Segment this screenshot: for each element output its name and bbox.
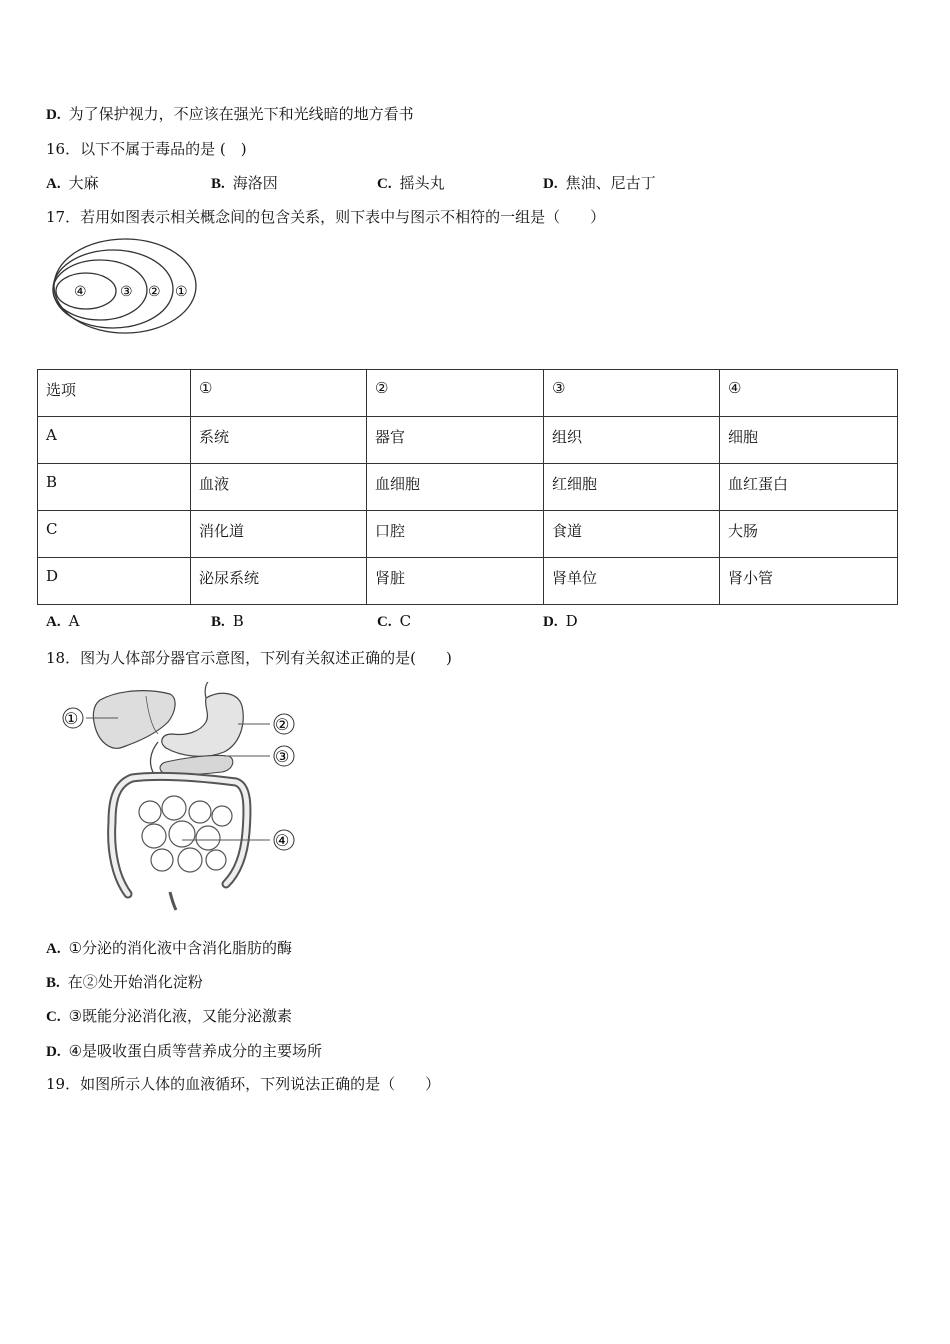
option-label: A. [46, 941, 61, 957]
organ-label-1: ① [64, 709, 79, 728]
q16-options [46, 172, 806, 192]
option-label: A. [46, 614, 61, 630]
table-cell: 血液 [191, 464, 367, 511]
option-text: B [232, 612, 244, 630]
intestine-coil [196, 826, 220, 850]
table-cell: ① [191, 370, 367, 417]
option-label: D. [543, 176, 558, 192]
q17-option-c [377, 612, 411, 631]
q18-option-d [46, 1040, 322, 1061]
table-cell: D [38, 558, 191, 605]
option-text: D [565, 612, 578, 630]
table-cell: 食道 [544, 511, 720, 558]
intestine-coil [139, 801, 161, 823]
q17-table [37, 369, 898, 605]
q18-option-b [46, 971, 203, 992]
table-cell: 血细胞 [367, 464, 544, 511]
table-row [38, 464, 898, 511]
q16-option-b [211, 172, 278, 193]
option-label: A. [46, 176, 61, 192]
table-row [38, 558, 898, 605]
diagram-label-3: ③ [120, 284, 133, 300]
table-cell: 泌尿系统 [191, 558, 367, 605]
option-text: ③既能分泌消化液，又能分泌激素 [68, 1007, 293, 1025]
q19-stem: 19．如图所示人体的血液循环，下列说法正确的是（ ） [46, 1075, 441, 1093]
option-label: B. [46, 975, 60, 991]
table-cell: 红细胞 [544, 464, 720, 511]
table-cell: 细胞 [720, 417, 898, 464]
table-cell: 口腔 [367, 511, 544, 558]
small-intestine-coils [139, 796, 232, 872]
q16-option-a [46, 172, 99, 193]
diagram-label-2: ② [148, 284, 161, 300]
option-text: ④是吸收蛋白质等营养成分的主要场所 [68, 1042, 323, 1060]
digestive-system-diagram [58, 682, 308, 912]
organ-label-2: ② [275, 715, 290, 734]
intestine-coil [142, 824, 166, 848]
option-label: D. [543, 614, 558, 630]
q18-stem: 18．图为人体部分器官示意图，下列有关叙述正确的是( ) [46, 649, 452, 667]
table-cell: 大肠 [720, 511, 898, 558]
option-text: 摇头丸 [399, 174, 445, 192]
intestine-coil [151, 849, 173, 871]
table-cell: ③ [544, 370, 720, 417]
table-cell: 器官 [367, 417, 544, 464]
nested-ellipses-diagram [52, 236, 202, 336]
table-row [38, 511, 898, 558]
table-cell: 血红蛋白 [720, 464, 898, 511]
intestine-coil [212, 806, 232, 826]
ellipse-3 [53, 260, 147, 320]
option-label: C. [377, 614, 392, 630]
q17-option-d [543, 612, 578, 631]
table-cell: 肾小管 [720, 558, 898, 605]
option-text: 焦油、尼古丁 [565, 174, 656, 192]
table-cell: 系统 [191, 417, 367, 464]
q17-option-b [211, 612, 244, 631]
intestine-coil [162, 796, 186, 820]
rectum-line [170, 892, 176, 910]
intestine-coil [169, 821, 195, 847]
option-text: 海洛因 [232, 174, 278, 192]
option-text: 大麻 [68, 174, 99, 192]
table-cell: 消化道 [191, 511, 367, 558]
q16-option-c [377, 172, 445, 193]
table-header-row [38, 370, 898, 417]
intestine-coil [206, 850, 226, 870]
table-cell: 组织 [544, 417, 720, 464]
table-row [38, 417, 898, 464]
option-label: C. [46, 1009, 61, 1025]
table-cell: C [38, 511, 191, 558]
q17-options [46, 612, 806, 632]
option-label: D. [46, 107, 61, 123]
table-cell: 肾脏 [367, 558, 544, 605]
esophagus-line [205, 682, 208, 698]
option-label: B. [211, 176, 225, 192]
intestine-coil [178, 848, 202, 872]
q18-option-a [46, 937, 292, 958]
table-cell: B [38, 464, 191, 511]
option-label: D. [46, 1044, 61, 1060]
table-cell: 选项 [38, 370, 191, 417]
organ-label-4: ④ [275, 831, 290, 850]
option-label: B. [211, 614, 225, 630]
q18-option-c [46, 1005, 292, 1026]
pancreas-shape [160, 755, 233, 774]
option-text: 在②处开始消化淀粉 [67, 973, 203, 991]
table-cell: A [38, 417, 191, 464]
diagram-label-4: ④ [74, 284, 87, 300]
intestine-coil [189, 801, 211, 823]
option-text: A [68, 612, 80, 630]
large-intestine-shape [112, 776, 247, 894]
organ-label-3: ③ [275, 747, 290, 766]
option-text: C [399, 612, 412, 630]
duodenum-line [151, 742, 158, 774]
diagram-label-1: ① [175, 284, 188, 300]
q16-stem: 16．以下不属于毒品的是 ( ) [46, 140, 247, 158]
option-text: ①分泌的消化液中含消化脂肪的酶 [68, 939, 293, 957]
q17-option-a [46, 612, 79, 631]
large-intestine-inner [112, 776, 247, 894]
option-text: 为了保护视力，不应该在强光下和光线暗的地方看书 [68, 105, 414, 123]
option-label: C. [377, 176, 392, 192]
q17-stem: 17．若用如图表示相关概念间的包含关系，则下表中与图示不相符的一组是（ ） [46, 208, 606, 226]
q15-option-d [46, 103, 414, 124]
q16-option-d [543, 172, 656, 193]
table-cell: 肾单位 [544, 558, 720, 605]
table-cell: ② [367, 370, 544, 417]
table-cell: ④ [720, 370, 898, 417]
